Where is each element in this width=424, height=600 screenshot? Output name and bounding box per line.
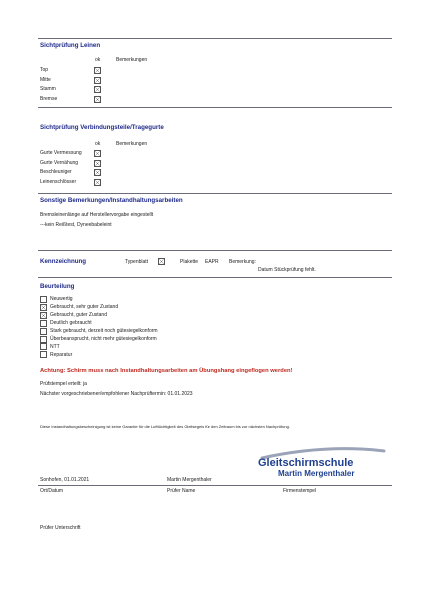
beurteilung-option-label: Gebraucht, sehr guter Zustand [50, 304, 119, 311]
leinen-row-checkbox[interactable] [94, 77, 101, 84]
ort-datum-value: Sonhofen, 01.01.2021 [40, 477, 90, 483]
school-logo [256, 446, 396, 480]
leinen-section-title: Sichtprüfung Leinen [40, 42, 101, 49]
gurte-row-label: Gurte Vermessung [40, 150, 82, 156]
plakette-label: Plakette [180, 259, 199, 265]
unterschrift-label: Prüfer Unterschrift [40, 525, 81, 531]
ort-datum-label: Ort/Datum [40, 488, 64, 494]
typenblatt-label: Typenblatt [125, 259, 149, 265]
gurte-row-label: Leinenschlösser [40, 178, 77, 185]
beurteilung-checkbox[interactable] [40, 320, 47, 327]
gurte-row-checkbox[interactable] [94, 150, 101, 157]
bemerkung-text: Datum Stückprüfung fehlt. [258, 267, 316, 273]
gurte-row-checkbox[interactable] [94, 179, 101, 186]
beurteilung-title: Beurteilung [40, 283, 75, 290]
section-rule [38, 277, 392, 278]
naechster-termin-text: Nächster vorgeschriebener/empfohlener Nachprüftermin: 01.01.2023 [40, 391, 193, 397]
beurteilung-checkbox[interactable] [40, 296, 47, 303]
leinen-row-label: Mitte [40, 76, 51, 83]
leinen-row-label: Top [40, 67, 49, 73]
beurteilung-checkbox[interactable] [40, 351, 47, 358]
section-rule [38, 250, 392, 251]
sonstige-section-title: Sonstige Bemerkungen/Instandhaltungsarbeiten [40, 197, 183, 204]
beurteilung-option-label: Neuwertig [50, 296, 73, 303]
gurte-row-checkbox[interactable] [94, 169, 101, 176]
leinen-row-label: Stamm [40, 86, 56, 92]
logo-line-2: Martin Mergenthaler [278, 469, 355, 478]
gurte-row-label: Beschleuniger [40, 169, 72, 175]
pruefer-name-value: Martin Mergenthaler [167, 477, 212, 483]
bemerkung-label: Bemerkung: [229, 259, 256, 265]
kennzeichnung-title: Kennzeichnung [40, 258, 87, 265]
logo-graphic [256, 446, 396, 480]
pruefstempel-text: Prüfstempel erteilt: ja [40, 381, 87, 387]
leinen-row-checkbox[interactable] [94, 67, 101, 74]
beurteilung-checkbox[interactable] [40, 343, 47, 350]
sonstige-line-1: Bremsleinenlänge auf Herstellervorgabe eingestellt [40, 212, 154, 218]
beurteilung-option-label: Deutlich gebraucht [50, 319, 92, 326]
gurte-row-checkbox[interactable] [94, 160, 101, 167]
firmenstempel-label: Firmenstempel [283, 488, 317, 494]
leinen-col-ok: ok [95, 57, 101, 63]
beurteilung-checkbox[interactable] [40, 312, 47, 319]
section-rule [38, 38, 392, 39]
logo-line-1: Gleitschirmschule [258, 457, 354, 469]
leinen-row-checkbox[interactable] [94, 96, 101, 103]
beurteilung-option-label: Stark gebraucht, derzeit noch gütesiegelkonform [50, 327, 158, 334]
typenblatt-checkbox[interactable] [158, 258, 165, 265]
gurte-section-title: Sichtprüfung Verbindungsteile/Tragegurte [40, 124, 164, 131]
gurte-col-remarks: Bemerkungen [116, 141, 148, 147]
beurteilung-checkbox[interactable] [40, 328, 47, 335]
disclaimer-text: Diese Instandhaltungsbescheinigung ist keine Garantie für die Lufttüchtigkeit des Gleitsegels für den Zeitraum bis zur nächsten Nachprüfung. [40, 424, 290, 429]
beurteilung-checkbox[interactable] [40, 304, 47, 311]
beurteilung-checkbox[interactable] [40, 336, 47, 343]
section-rule [38, 193, 392, 194]
gurte-row-label: Gurte Vernähung [40, 159, 79, 166]
leinen-row-checkbox[interactable] [94, 86, 101, 93]
plakette-value: EAPR [205, 259, 219, 265]
signature-rule [38, 485, 392, 486]
beurteilung-option-label: Gebraucht, guter Zustand [50, 312, 107, 318]
warning-text: Achtung: Schirm muss nach Instandhaltungsarbeiten am Übungshang eingeflogen werden! [40, 368, 293, 374]
beurteilung-option-label: Reparatur [50, 351, 73, 358]
section-rule [38, 107, 392, 108]
beurteilung-option-label: Überbeansprucht, nicht mehr gütesiegelkonform [50, 335, 157, 342]
beurteilung-option-label: NTT [50, 343, 60, 350]
gurte-col-ok: ok [95, 141, 101, 147]
leinen-row-label: Bremse [40, 95, 58, 102]
leinen-col-remarks: Bemerkungen [116, 57, 148, 63]
pruefer-name-label: Prüfer Name [167, 488, 196, 494]
sonstige-line-2: ---kein Reißtest, Dyneebabeleint [40, 222, 112, 228]
